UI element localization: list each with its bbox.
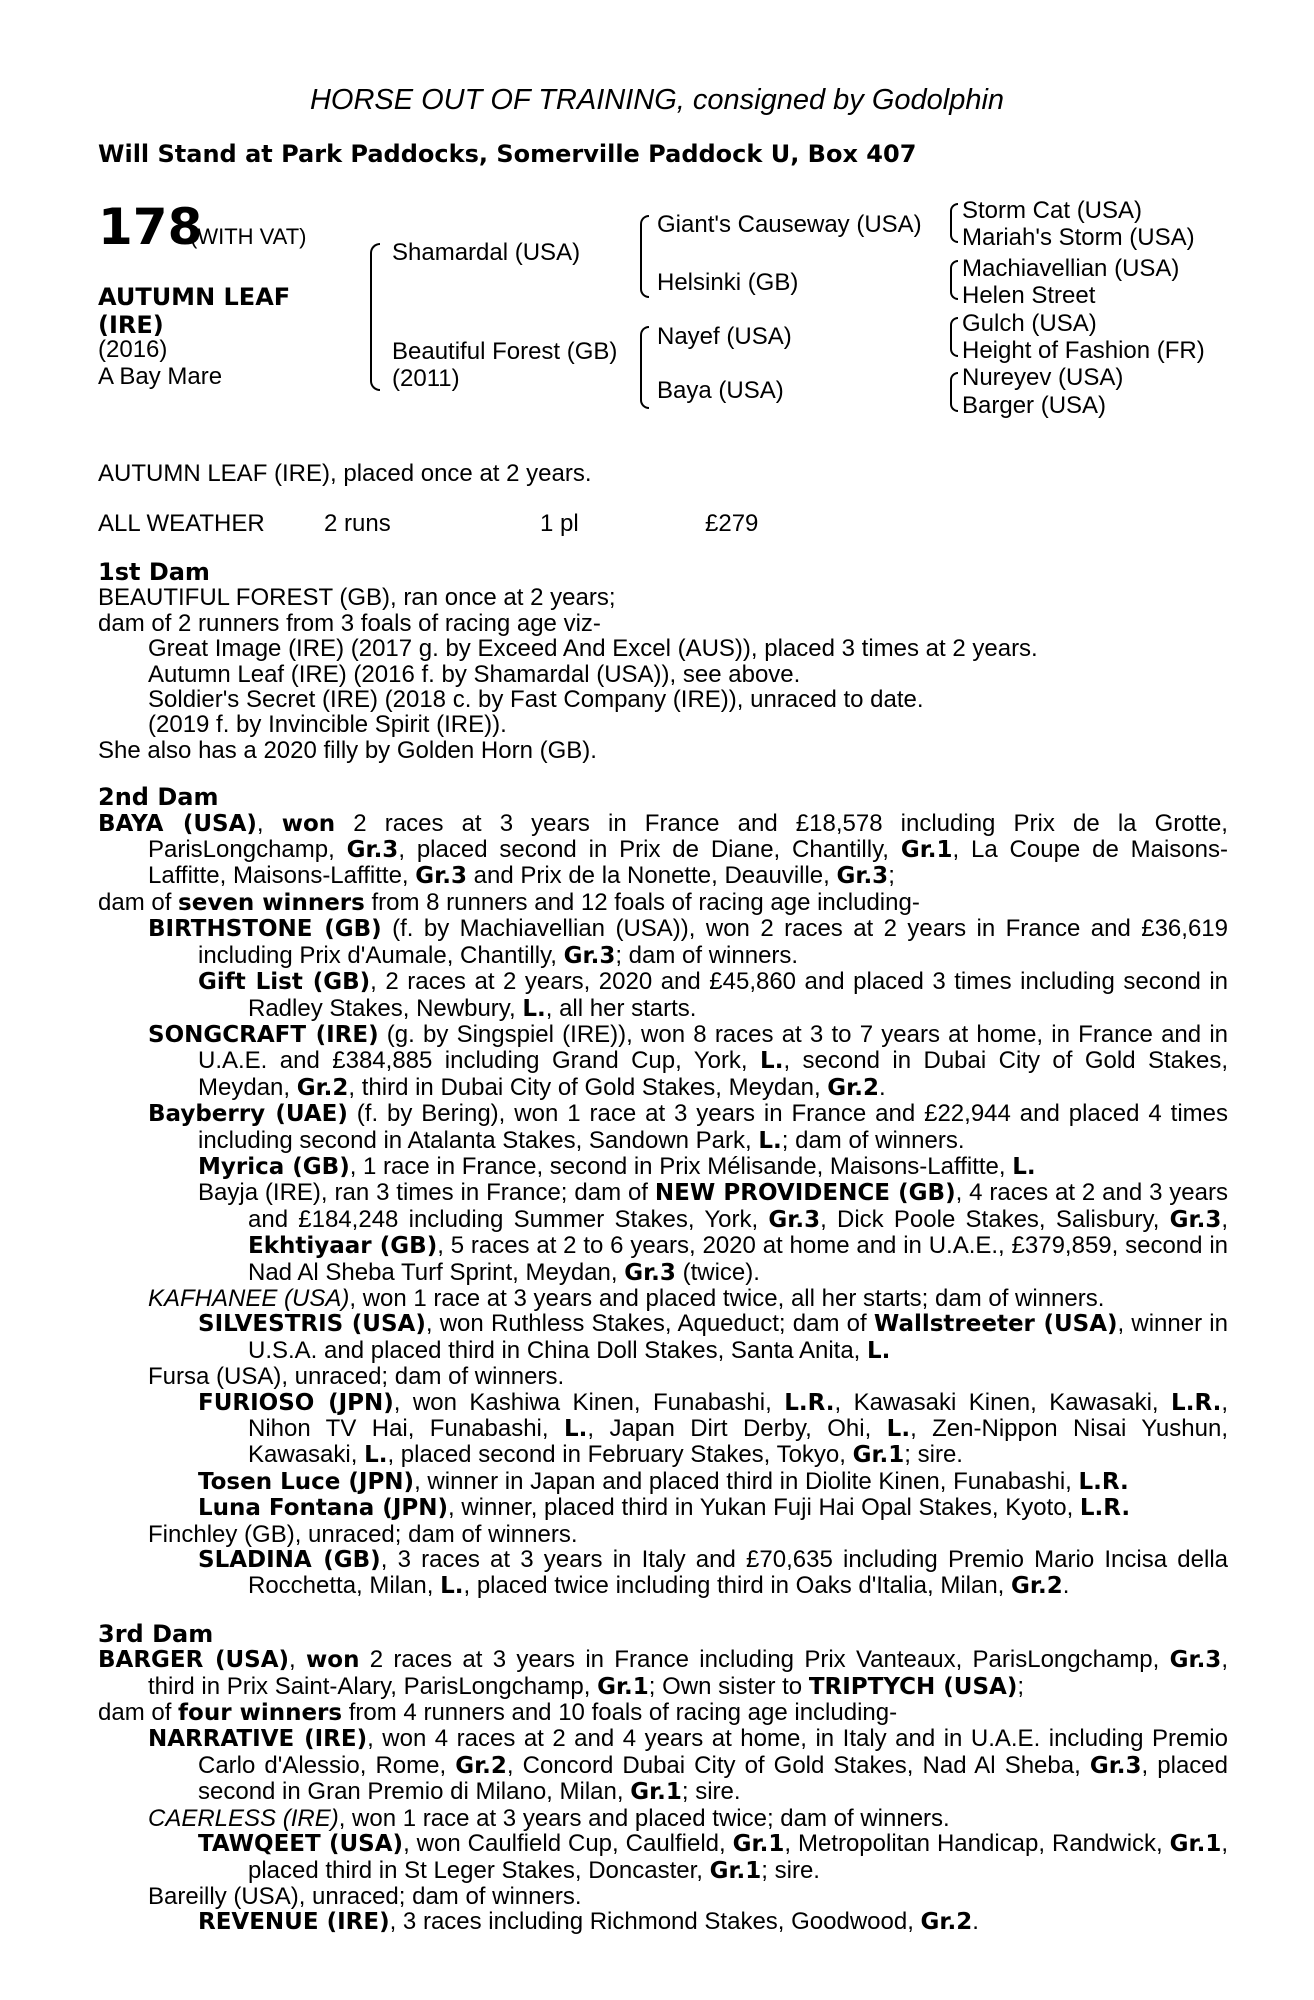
race-record — [98, 510, 758, 538]
progeny-bayberry: Bayberry (UAE) (f. by Bering), won 1 race at 3 years in France and £22,944 and placed 4 times including second in Atalanta Stakes, Sandown Park, L.; dam of winners. — [148, 1100, 1229, 1154]
progeny-tawqeet: TAWQEET (USA), won Caulfield Cup, Caulfield, Gr.1, Metropolitan Handicap, Randwick, Gr.1, placed third in St Leger Stakes, Doncaster, Gr.1; sire. — [198, 1830, 1228, 1884]
third-dam-damof: dam of four winners from 4 runners and 10 foals of racing age including- — [98, 1699, 898, 1727]
horse-name-line1: AUTUMN LEAF — [98, 283, 291, 311]
second-dam-entry: BAYA (USA), won 2 races at 3 years in France and £18,578 including Prix de la Grotte, ParisLongchamp, Gr.3, placed second in Prix de Diane, Chantilly, Gr.1, La Coupe de Maisons-Laffitte, Maisons-Laffitte, Gr.3 and Prix de la Nonette, Deauville, Gr.3; — [98, 809, 1228, 890]
pedigree-brace-dsd — [950, 337, 958, 357]
progeny-furioso: FURIOSO (JPN), won Kashiwa Kinen, Funabashi, L.R., Kawasaki Kinen, Kawasaki, L.R., Nihon TV Hai, Funabashi, L., Japan Dirt Derby, Ohi, L., Zen-Nippon Nisai Yushun, Kawasaki, L., placed second in February Stakes, Tokyo, Gr.1; sire. — [198, 1388, 1228, 1469]
first-dam-heading: 1st Dam — [98, 558, 210, 586]
second-dam-damof: dam of seven winners from 8 runners and 12 foals of racing age including- — [98, 888, 920, 916]
pedigree-brace-dam — [370, 317, 380, 391]
second-dam-heading: 2nd Dam — [98, 783, 219, 812]
pedigree-sdd: Helen Street — [962, 282, 1096, 309]
progeny-tosen-luce: Tosen Luce (JPN), winner in Japan and placed third in Diolite Kinen, Funabashi, L.R. — [198, 1467, 1129, 1495]
progeny-kafhanee: KAFHANEE (USA), won 1 race at 3 years and placed twice, all her starts; dam of winners. — [148, 1284, 1105, 1312]
progeny-finchley: Finchley (GB), unraced; dam of winners. — [148, 1520, 578, 1548]
horse-info — [98, 336, 222, 390]
stand-location: Will Stand at Park Paddocks, Somerville Paddock U, Box 407 — [98, 140, 917, 168]
pedigree-brace-sire — [370, 243, 380, 317]
third-dam-heading: 3rd Dam — [98, 1619, 214, 1648]
pedigree-brace-ssd — [950, 223, 958, 243]
progeny-silvestris: SILVESTRIS (USA), won Ruthless Stakes, Aqueduct; dam of Wallstreeter (USA), winner in U.S.A. and placed third in China Doll Stakes, Santa Anita, L. — [198, 1310, 1228, 1364]
progeny-gift-list: Gift List (GB), 2 races at 2 years, 2020 and £45,860 and placed 3 times including second in Radley Stakes, Newbury, L., all her starts. — [198, 968, 1229, 1022]
produce-item: (2019 f. by Invincible Spirit (IRE)). — [148, 711, 507, 739]
record-surface: ALL WEATHER — [98, 510, 265, 537]
first-dam-line: BEAUTIFUL FOREST (GB), ran once at 2 years; — [98, 584, 616, 612]
pedigree-dds: Nureyev (USA) — [962, 364, 1124, 391]
progeny-bayja: Bayja (IRE), ran 3 times in France; dam of NEW PROVIDENCE (GB), 4 races at 2 and 3 years and £184,248 including Summer Stakes, York, Gr.3, Dick Poole Stakes, Salisbury, Gr.3, Ekhtiyaar (GB), 5 races at 2 to 6 years, 2020 at home and in U.A.E., £379,859, second in Nad Al Sheba Turf Sprint, Meydan, Gr.3 (twice). — [198, 1179, 1229, 1286]
record-earnings: £279 — [705, 510, 759, 537]
pedigree-brace-dss — [950, 317, 958, 338]
pedigree-dam: Beautiful Forest (GB) — [392, 338, 618, 365]
pedigree-ssd: Mariah's Storm (USA) — [962, 224, 1195, 251]
pedigree-dd: Baya (USA) — [657, 377, 784, 404]
pedigree-notes — [98, 560, 1228, 1936]
pedigree-dam-year: (2011) — [392, 365, 460, 392]
progeny-narrative: NARRATIVE (IRE), won 4 races at 2 and 4 years at home, in Italy and in U.A.E. including Premio Carlo d'Alessio, Rome, Gr.2, Concord Dubai City of Gold Stakes, Nad Al Sheba, Gr.3, placed second in Gran Premio di Milano, Milan, Gr.1; sire. — [148, 1725, 1228, 1806]
pedigree-sire: Shamardal (USA) — [392, 239, 581, 266]
pedigree-ddd: Barger (USA) — [962, 392, 1107, 419]
pedigree-brace-ds — [640, 326, 649, 368]
record-placed: 1 pl — [540, 510, 579, 537]
pedigree-sd: Helsinki (GB) — [657, 269, 799, 296]
pedigree-ss: Giant's Causeway (USA) — [657, 211, 922, 238]
record-runs: 2 runs — [324, 510, 391, 537]
horse-name-line2: (IRE) — [98, 311, 164, 339]
produce-item: Autumn Leaf (IRE) (2016 f. by Shamardal (USA)), see above. — [148, 660, 801, 688]
progeny-bareilly: Bareilly (USA), unraced; dam of winners. — [148, 1882, 582, 1910]
horse-description: A Bay Mare — [98, 363, 223, 390]
pedigree-dsd: Height of Fashion (FR) — [962, 337, 1205, 364]
pedigree-brace-dd — [640, 367, 649, 409]
pedigree-brace-sd — [640, 256, 649, 298]
progeny-songcraft: SONGCRAFT (IRE) (g. by Singspiel (IRE)), won 8 races at 3 to 7 years at home, in France and in U.A.E. and £384,885 including Grand Cup, York, L., second in Dubai City of Gold Stakes, Meydan, Gr.2, third in Dubai City of Gold Stakes, Meydan, Gr.2. — [148, 1020, 1229, 1101]
first-dam-line: dam of 2 runners from 3 foals of racing age viz- — [98, 609, 601, 637]
pedigree-sss: Storm Cat (USA) — [962, 197, 1143, 224]
pedigree-ds: Nayef (USA) — [657, 323, 792, 350]
progeny-fursa: Fursa (USA), unraced; dam of winners. — [148, 1363, 565, 1391]
progeny-revenue: REVENUE (IRE), 3 races including Richmond Stakes, Goodwood, Gr.2. — [198, 1908, 979, 1936]
progeny-sladina: SLADINA (GB), 3 races at 3 years in Italy and £70,635 including Premio Mario Incisa della Rocchetta, Milan, L., placed twice including third in Oaks d'Italia, Milan, Gr.2. — [198, 1546, 1228, 1600]
pedigree-dss: Gulch (USA) — [962, 310, 1097, 337]
page-title: HORSE OUT OF TRAINING, consigned by Godolphin — [309, 84, 1005, 116]
progeny-luna-fontana: Luna Fontana (JPN), winner, placed third in Yukan Fuji Hai Opal Stakes, Kyoto, L.R. — [198, 1494, 1131, 1522]
horse-name — [98, 283, 338, 339]
pedigree-brace-ddd — [950, 392, 958, 412]
race-summary: AUTUMN LEAF (IRE), placed once at 2 years. — [98, 460, 592, 487]
progeny-myrica: Myrica (GB), 1 race in France, second in Prix Mélisande, Maisons-Laffitte, L. — [198, 1152, 1036, 1180]
progeny-caerless: CAERLESS (IRE), won 1 race at 3 years and placed twice; dam of winners. — [148, 1804, 950, 1832]
pedigree-brace-sds — [950, 260, 958, 281]
produce-item: Soldier's Secret (IRE) (2018 c. by Fast Company (IRE)), unraced to date. — [148, 686, 924, 714]
pedigree-sds: Machiavellian (USA) — [962, 255, 1180, 282]
third-dam-entry: BARGER (USA), won 2 races at 3 years in France including Prix Vanteaux, ParisLongchamp, Gr.3, third in Prix Saint-Alary, ParisLongchamp, Gr.1; Own sister to TRIPTYCH (USA); — [98, 1646, 1228, 1700]
progeny-birthstone: BIRTHSTONE (GB) (f. by Machiavellian (USA)), won 2 races at 2 years in France and £36,619 including Prix d'Aumale, Chantilly, Gr.3; dam of winners. — [148, 915, 1228, 969]
lot-number: 178 — [98, 198, 203, 256]
vat-note: (WITH VAT) — [190, 224, 307, 249]
pedigree-brace-sss — [950, 203, 958, 224]
produce-item: Great Image (IRE) (2017 g. by Exceed And Excel (AUS)), placed 3 times at 2 years. — [148, 635, 1038, 663]
pedigree-brace-dds — [950, 372, 958, 393]
horse-year: (2016) — [98, 336, 168, 363]
first-dam-footer: She also has a 2020 filly by Golden Horn (GB). — [98, 736, 597, 764]
pedigree-brace-ss — [640, 215, 649, 257]
pedigree-brace-sdd — [950, 280, 958, 300]
